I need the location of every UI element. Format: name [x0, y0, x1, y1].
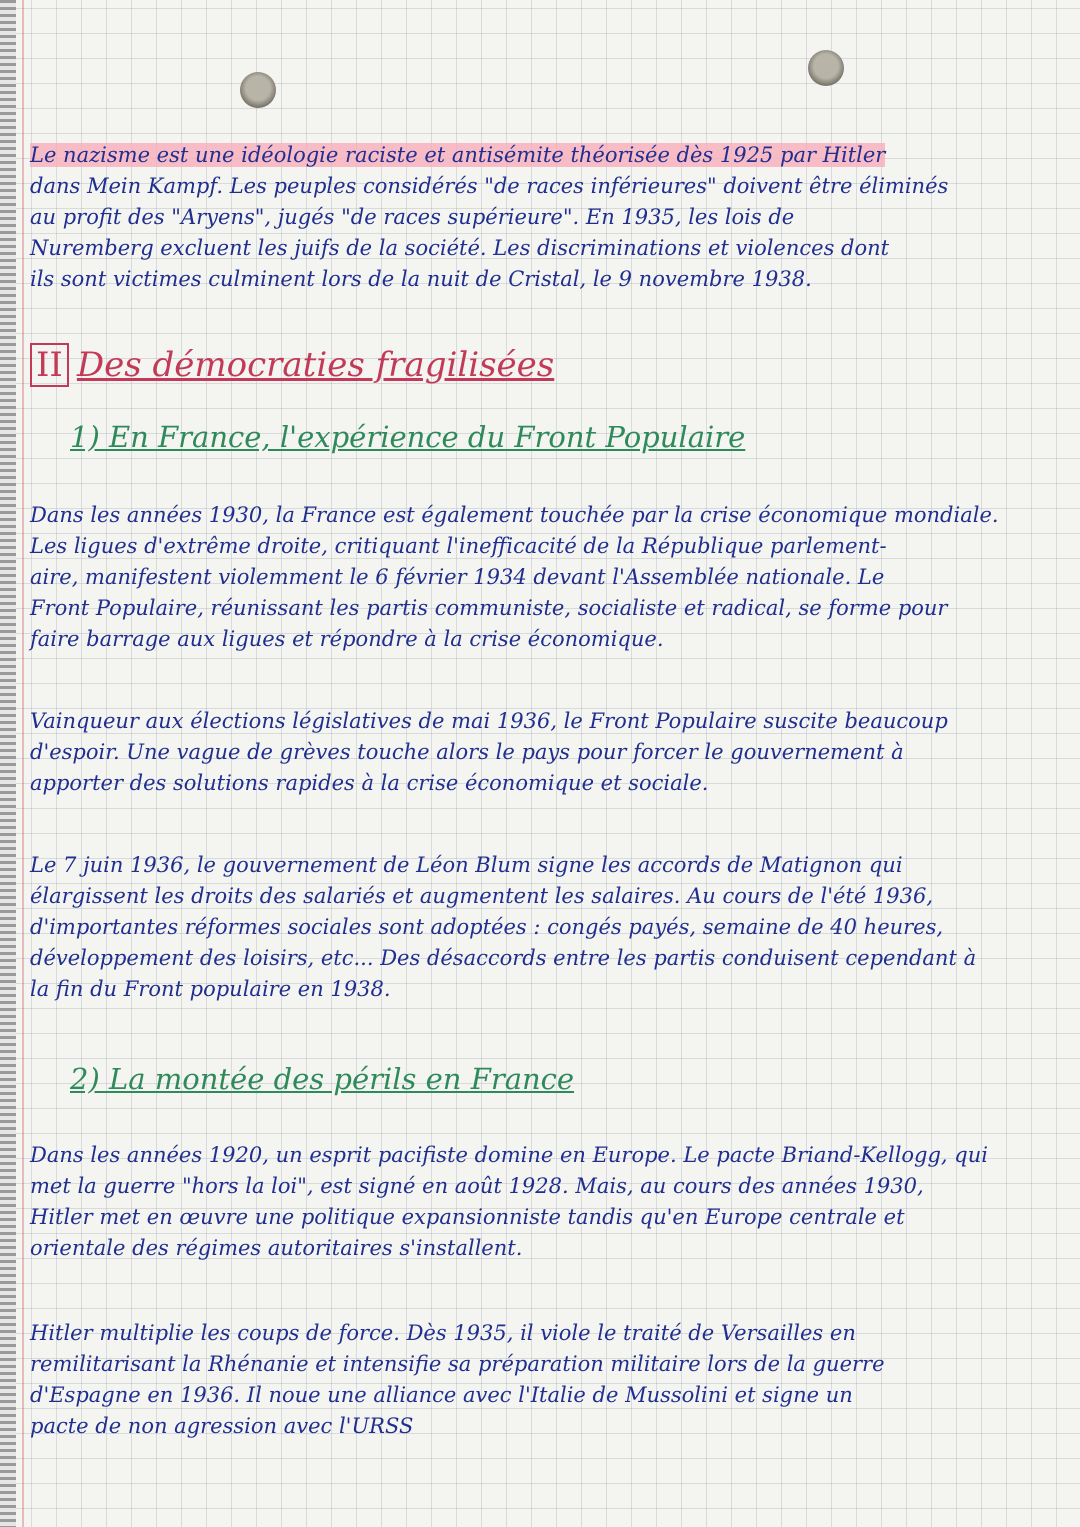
- subsection-heading-1: [70, 420, 745, 454]
- text-line: Nuremberg excluent les juifs de la société. Les discriminations et violences dont: [30, 236, 890, 260]
- text-line: Les ligues d'extrême droite, critiquant l'inefficacité de la République parlement-: [30, 534, 887, 558]
- text-line: faire barrage aux ligues et répondre à la crise économique.: [30, 627, 664, 651]
- text-line: développement des loisirs, etc... Des désaccords entre les partis conduisent cependant à: [30, 946, 977, 970]
- text-line: aire, manifestent violemment le 6 février 1934 devant l'Assemblée nationale. Le: [30, 565, 885, 589]
- text-line: élargissent les droits des salariés et augmentent les salaires. Au cours de l'été 1936,: [30, 884, 934, 908]
- text-line: Hitler multiplie les coups de force. Dès 1935, il viole le traité de Versailles en: [30, 1321, 856, 1345]
- paragraph-5: [30, 1318, 1066, 1442]
- subsection-title: 1) En France, l'expérience du Front Populaire: [70, 420, 746, 454]
- section-number: II: [30, 343, 69, 387]
- paragraph-1: [30, 500, 1066, 655]
- text-line: pacte de non agression avec l'URSS: [30, 1414, 414, 1438]
- subsection-heading-2: [70, 1062, 574, 1096]
- text-line: d'importantes réformes sociales sont adoptées : congés payés, semaine de 40 heures,: [30, 915, 944, 939]
- text-line: remilitarisant la Rhénanie et intensifie sa préparation militaire lors de la guerre: [30, 1352, 885, 1376]
- text-line: apporter des solutions rapides à la crise économique et sociale.: [30, 771, 709, 795]
- text-line: d'espoir. Une vague de grèves touche alors le pays pour forcer le gouvernement à: [30, 740, 904, 764]
- text-line: Hitler met en œuvre une politique expansionniste tandis qu'en Europe centrale et: [30, 1205, 905, 1229]
- text-line: ils sont victimes culminent lors de la nuit de Cristal, le 9 novembre 1938.: [30, 267, 812, 291]
- text-line: Le nazisme est une idéologie raciste et antisémite théorisée dès 1925 par Hitler: [30, 143, 886, 167]
- text-line: met la guerre "hors la loi", est signé en août 1928. Mais, au cours des années 1930,: [30, 1174, 924, 1198]
- paragraph-3: [30, 850, 1066, 1005]
- text-line: la fin du Front populaire en 1938.: [30, 977, 391, 1001]
- punch-hole-left: [240, 72, 276, 108]
- subsection-title: 2) La montée des périls en France: [70, 1062, 575, 1096]
- paragraph-4: [30, 1140, 1066, 1264]
- spiral-binding: [0, 0, 16, 1527]
- text-line: Le 7 juin 1936, le gouvernement de Léon Blum signe les accords de Matignon qui: [30, 853, 903, 877]
- text-line: Dans les années 1930, la France est également touchée par la crise économique mondiale.: [30, 503, 999, 527]
- text-line: d'Espagne en 1936. Il noue une alliance avec l'Italie de Mussolini et signe un: [30, 1383, 853, 1407]
- margin-line: [22, 0, 24, 1527]
- punch-hole-right: [808, 50, 844, 86]
- paragraph-2: [30, 706, 1066, 799]
- text-line: dans Mein Kampf. Les peuples considérés "de races inférieures" doivent être éliminés: [30, 174, 949, 198]
- section-heading: [30, 345, 554, 385]
- section-title: Des démocraties fragilisées: [76, 345, 555, 385]
- intro-paragraph: [30, 140, 1066, 295]
- text-line: Dans les années 1920, un esprit pacifiste domine en Europe. Le pacte Briand-Kellogg, qui: [30, 1143, 988, 1167]
- text-line: Front Populaire, réunissant les partis communiste, socialiste et radical, se forme pour: [30, 596, 948, 620]
- text-line: Vainqueur aux élections législatives de mai 1936, le Front Populaire suscite beaucoup: [30, 709, 948, 733]
- text-line: orientale des régimes autoritaires s'installent.: [30, 1236, 523, 1260]
- text-line: au profit des "Aryens", jugés "de races supérieure". En 1935, les lois de: [30, 205, 795, 229]
